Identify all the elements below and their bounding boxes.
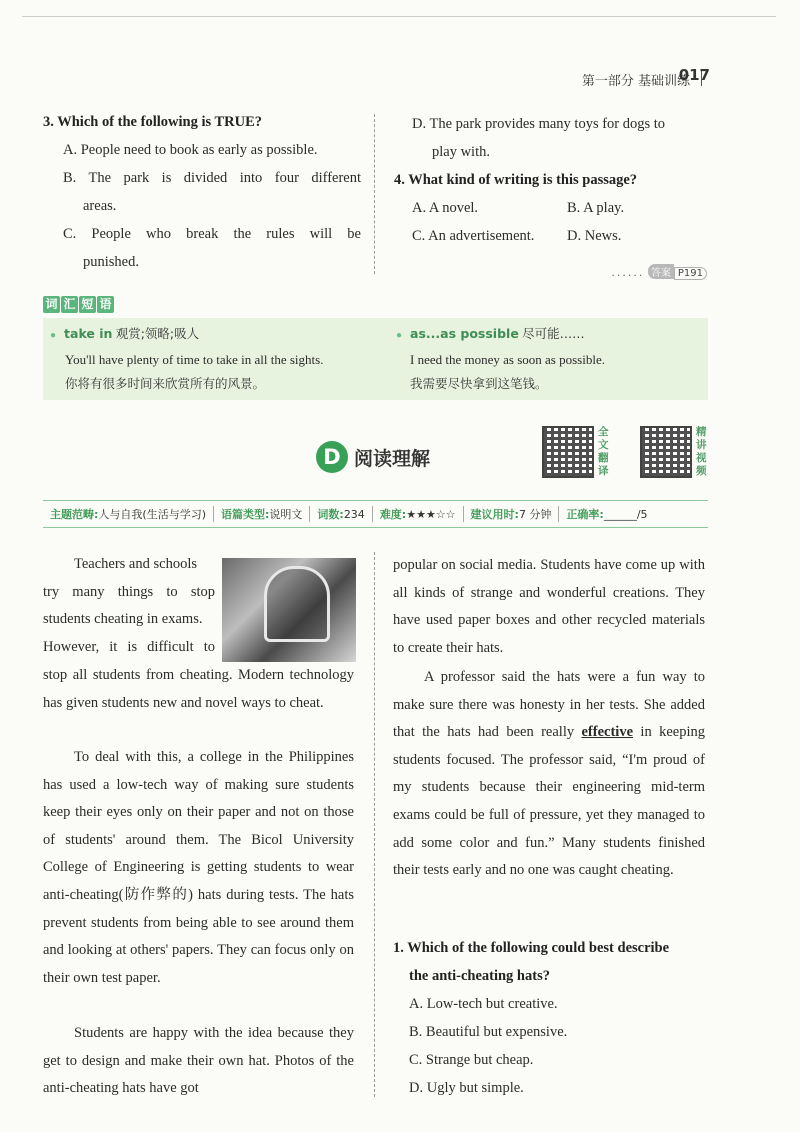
question-3-option-c: C. People who break the rules will be: [63, 226, 361, 242]
anti-cheating-hat-photo: [222, 558, 356, 662]
question-4-option-a: A. A novel.: [412, 200, 479, 216]
bullet-icon: ●: [396, 330, 403, 341]
qr-label-char: 频: [696, 465, 707, 477]
passage-p3-cont: popular on social media. Students have come up with all kinds of strange and wonderful creations. They have used paper boxes and other recycled materials to create their hats.: [393, 557, 705, 656]
passage-p3: Students are happy with the idea because they get to design and make their own hat. Photos of the anti-cheating hats have got: [43, 1025, 354, 1097]
vocab-meaning: 观赏;领略;吸人: [115, 326, 200, 341]
qr-label-video: [696, 426, 708, 478]
vocab-item-right: [396, 322, 706, 396]
vocab-title-char: 短: [79, 296, 96, 313]
section-header: [316, 441, 430, 473]
vocab-title: [43, 296, 114, 313]
question-4-option-b: B. A play.: [567, 200, 625, 216]
vocab-translation: 你将有很多时间来欣赏所有的风景。: [65, 376, 266, 391]
page-number: 017: [678, 66, 710, 84]
question-3-option-c-cont: punished.: [83, 254, 139, 270]
question-4-row-2: [394, 222, 714, 250]
qr-label-char: 文: [598, 439, 609, 451]
passage-p4: [393, 664, 705, 885]
answer-reference[interactable]: [611, 264, 707, 280]
question-3-cont: [394, 110, 714, 166]
question-3-option-b: B. The park is divided into four different: [63, 170, 361, 186]
vocab-term: take in: [64, 326, 113, 341]
meta-key: 建议用时:: [470, 508, 519, 521]
meta-value: 234: [343, 508, 365, 521]
vocab-example: You'll have plenty of time to take in all the sights.: [65, 352, 324, 367]
meta-key: 语篇类型:: [221, 508, 270, 521]
vocab-title-char: 汇: [61, 296, 78, 313]
section-title: 阅读理解: [354, 447, 431, 470]
meta-value: 说明文: [269, 508, 303, 521]
top-rule: [22, 0, 776, 17]
qr-label-char: 译: [598, 465, 609, 477]
meta-difficulty: [373, 506, 464, 522]
vocab-item-left: [50, 322, 370, 396]
qr-label-char: 视: [696, 452, 707, 464]
meta-value: 7 分钟: [518, 508, 552, 521]
answer-page: P191: [674, 267, 707, 280]
meta-key: 难度:: [379, 508, 407, 521]
passage-line: Teachers and schools: [74, 556, 197, 572]
passage-text: in keeping students focused. The professor said, “I'm proud of my students because their engineering mid-term exams could be full of pressure, yet they managed to add some color and fun.” Many students finished their tests early and no one was caught cheating.: [393, 724, 705, 879]
meta-accuracy: [559, 506, 654, 522]
meta-key: 词数:: [317, 508, 344, 521]
question-1-stem: 1. Which of the following could best describe: [393, 940, 670, 956]
vocab-meaning: 尽可能……: [522, 326, 585, 341]
question-4-option-c: C. An advertisement.: [412, 228, 535, 244]
question-1-option-d: D. Ugly but simple.: [409, 1080, 524, 1096]
vocab-title-char: 语: [97, 296, 114, 313]
running-header: 第一部分 基础训练: [581, 74, 690, 89]
qr-label-char: 翻: [598, 452, 609, 464]
question-3-option-d-cont: play with.: [432, 144, 490, 160]
meta-time: [464, 506, 560, 522]
question-1-stem-cont: the anti-cheating hats?: [409, 968, 550, 984]
qr-code-video[interactable]: [640, 426, 692, 478]
question-1-option-c: C. Strange but cheap.: [409, 1052, 534, 1068]
vocab-example: I need the money as soon as possible.: [410, 352, 605, 367]
meta-value: ★★★☆☆: [406, 508, 456, 521]
question-4-row-1: [394, 194, 714, 222]
passage-line: try many things to stop: [43, 583, 215, 600]
section-badge: D: [316, 441, 348, 473]
question-4-stem: 4. What kind of writing is this passage?: [394, 172, 638, 188]
passage-line: However, it is difficult to: [43, 638, 215, 655]
qr-label-char: 全: [598, 426, 609, 438]
meta-words: [310, 506, 372, 522]
meta-genre: [214, 506, 310, 522]
passage-p2: To deal with this, a college in the Philippines has used a low-tech way of making sure students keep their eyes only on their paper and not on those of students' around them. The Bicol University College of Engineering is getting students to wear anti-cheating(防作弊的) hats during tests. The hats prevent students from being able to see around them and looking at others' papers. They can focus only on their own test paper.: [43, 749, 354, 986]
qr-label-char: 精: [696, 426, 707, 438]
question-3-option-d: D. The park provides many toys for dogs to: [412, 116, 666, 132]
question-4: [394, 166, 714, 250]
passage-line: students cheating in exams.: [43, 611, 203, 628]
question-3-option-a: A. People need to book as early as possible.: [63, 142, 318, 158]
column-divider-bottom: [374, 552, 375, 1097]
vocab-term: as...as possible: [410, 326, 519, 341]
meta-key: 正确率:: [566, 508, 604, 521]
column-divider-top: [374, 114, 375, 274]
bullet-icon: ●: [50, 330, 57, 341]
underlined-word-effective: effective: [581, 724, 634, 741]
meta-key: 主题范畴:: [50, 508, 99, 521]
passage-text: A professor said the hats were a fun way to make sure there was honesty in her tests. She added that the hats had been really: [393, 669, 705, 741]
meta-value: 人与自我(生活与学习): [98, 508, 206, 521]
passage-p1-wrap: [43, 551, 215, 661]
qr-code-translation[interactable]: [542, 426, 594, 478]
question-4-option-d: D. News.: [567, 228, 622, 244]
answer-dots: ......: [611, 266, 645, 279]
question-3: [43, 108, 361, 276]
question-1-option-a: A. Low-tech but creative.: [409, 996, 558, 1012]
meta-theme: [43, 506, 214, 522]
meta-value: ______/5: [603, 508, 648, 521]
question-1: [393, 934, 713, 1102]
answer-tag: 答案: [648, 264, 674, 279]
question-3-stem: 3. Which of the following is TRUE?: [43, 114, 263, 130]
question-3-option-b-cont: areas.: [83, 198, 117, 214]
hat-shape: [264, 566, 330, 642]
qr-label-translation: [598, 426, 610, 478]
vocab-title-char: 词: [43, 296, 60, 313]
passage-meta: [43, 500, 708, 528]
vocab-translation: 我需要尽快拿到这笔钱。: [410, 376, 548, 391]
question-1-option-b: B. Beautiful but expensive.: [409, 1024, 568, 1040]
passage-p1-rest: stop all students from cheating. Modern technology has given students new and novel ways to cheat.: [43, 667, 354, 711]
qr-label-char: 讲: [696, 439, 707, 451]
